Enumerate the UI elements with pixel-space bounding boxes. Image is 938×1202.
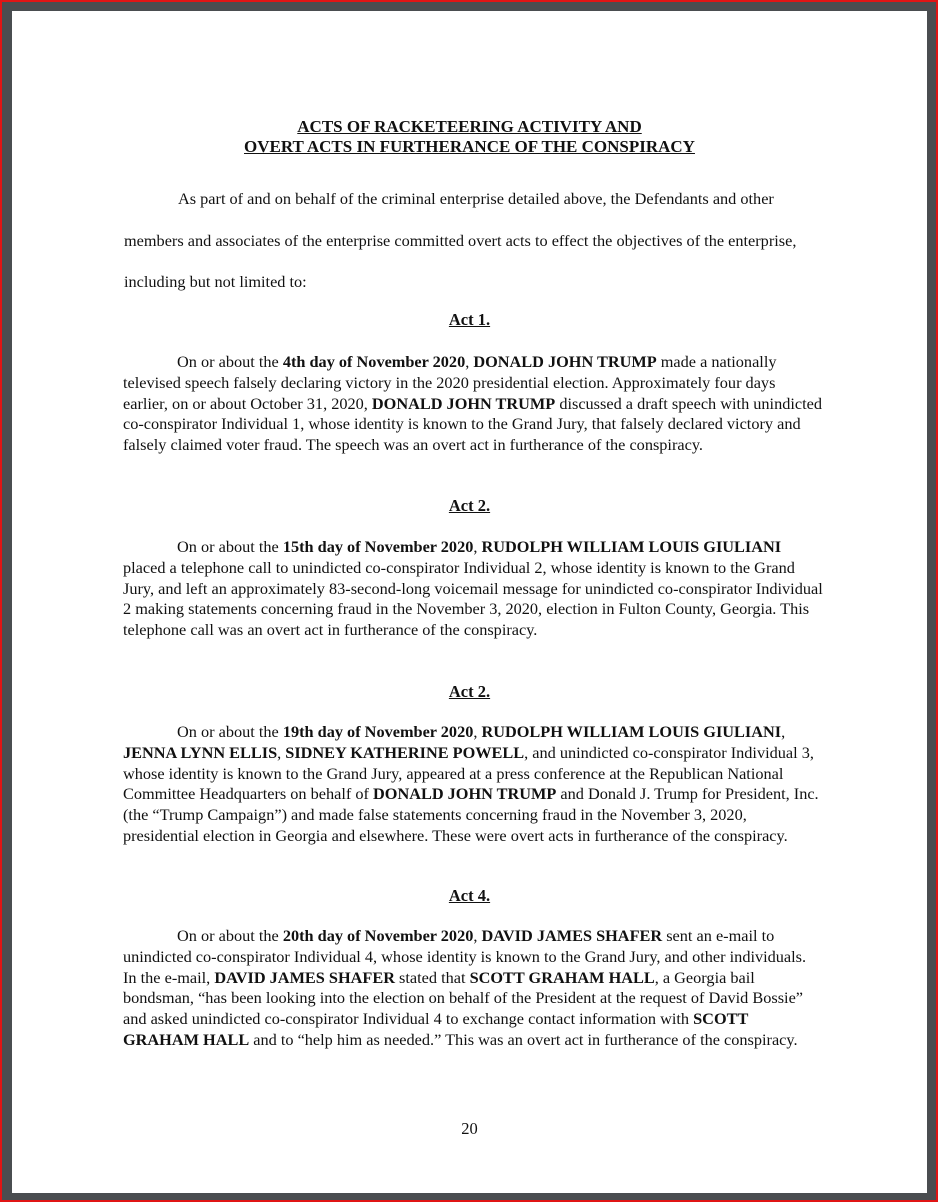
page-number: 20 bbox=[461, 1119, 478, 1138]
bold-text: DAVID JAMES SHAFER bbox=[481, 926, 663, 945]
body-text: discussed a draft speech with unindicted co-conspirator Individual 1, whose identity is known to the Grand Jury, that falsely declared victory and falsely claimed voter fraud. The speech was an overt act in furtherance of the conspiracy. bbox=[123, 393, 823, 455]
act-paragraph bbox=[123, 722, 823, 847]
bold-text: 20th day of November 2020 bbox=[282, 926, 474, 945]
act-paragraph bbox=[123, 352, 823, 456]
body-text: On or about the bbox=[177, 537, 283, 556]
body-text: , a Georgia bail bondsman, “has been looking into the election on behalf of the President at the request of David Bossie” and asked unindicted co-conspirator Individual 4 to exchange contact information with bbox=[123, 967, 804, 1029]
body-text: made a nationally televised speech falsely declaring victory in the 2020 presidential election. Approximately four days earlier, on or about October 31, 2020, bbox=[123, 352, 777, 413]
bold-text: DONALD JOHN TRUMP bbox=[373, 784, 557, 804]
body-text: , bbox=[473, 537, 482, 556]
bold-text: 4th day of November 2020 bbox=[282, 352, 466, 371]
body-text: , bbox=[277, 742, 286, 762]
bold-text: DAVID JAMES SHAFER bbox=[214, 967, 395, 987]
act-heading: Act 2. bbox=[448, 496, 491, 515]
bold-text: SCOTT GRAHAM HALL bbox=[469, 967, 655, 987]
act-heading: Act 4. bbox=[448, 886, 491, 905]
act-paragraph bbox=[123, 537, 823, 641]
document-body bbox=[12, 11, 927, 1193]
body-text: , bbox=[473, 722, 482, 741]
body-text: On or about the bbox=[177, 352, 283, 371]
bold-text: SIDNEY KATHERINE POWELL bbox=[285, 742, 525, 762]
bold-text: DONALD JOHN TRUMP bbox=[473, 352, 657, 371]
intro-paragraph bbox=[124, 178, 824, 303]
body-text: On or about the bbox=[177, 722, 283, 741]
bold-text: SCOTT GRAHAM HALL bbox=[123, 1009, 749, 1049]
section-title-line-1: ACTS OF RACKETEERING ACTIVITY AND bbox=[297, 117, 642, 136]
bold-text: RUDOLPH WILLIAM LOUIS GIULIANI bbox=[481, 722, 782, 741]
body-text: , bbox=[465, 352, 474, 371]
body-text: sent an e-mail to unindicted co-conspirator Individual 4, whose identity is known to the Grand Jury, and other individuals. In the e-mail, bbox=[123, 926, 807, 987]
body-text: stated that bbox=[394, 967, 470, 987]
bold-text: DONALD JOHN TRUMP bbox=[371, 393, 556, 413]
bold-text: RUDOLPH WILLIAM LOUIS GIULIANI bbox=[481, 537, 782, 556]
bold-text: 15th day of November 2020 bbox=[282, 537, 474, 556]
section-title-line-2: OVERT ACTS IN FURTHERANCE OF THE CONSPIRACY bbox=[244, 137, 695, 156]
act-heading: Act 2. bbox=[448, 682, 491, 701]
act-paragraph bbox=[123, 926, 823, 1051]
body-text: On or about the bbox=[177, 926, 283, 945]
act-heading: Act 1. bbox=[448, 310, 491, 329]
bold-text: 19th day of November 2020 bbox=[282, 722, 474, 741]
body-text: and Donald J. Trump for President, Inc. (the “Trump Campaign”) and made false statements concerning fraud in the November 3, 2020, presidential election in Georgia and elsewhere. These were overt acts in furtherance of the conspiracy. bbox=[123, 784, 819, 845]
bold-text: JENNA LYNN ELLIS bbox=[123, 742, 278, 762]
body-text: , bbox=[473, 926, 482, 945]
body-text: placed a telephone call to unindicted co-conspirator Individual 2, whose identity is known to the Grand Jury, and left an approximately 83-second-long voicemail message for unindicted co-conspirator Individual 2 making statements concerning fraud in the November 3, 2020, election in Fulton County, Georgia. This telephone call was an overt act in furtherance of the conspiracy. bbox=[123, 557, 823, 640]
intro-text: As part of and on behalf of the criminal enterprise detailed above, the Defendants and other members and associates of the enterprise committed overt acts to effect the objectives of the enterprise, including but not limited to: bbox=[124, 189, 797, 291]
body-text: , and unindicted co-conspirator Individual 3, whose identity is known to the Grand Jury, appeared at a press conference at the Republican National Committee Headquarters on behalf of bbox=[123, 742, 814, 804]
document-page bbox=[12, 11, 927, 1193]
body-text: and to “help him as needed.” This was an overt act in furtherance of the conspiracy. bbox=[249, 1029, 798, 1049]
body-text: , bbox=[781, 722, 786, 741]
section-title bbox=[12, 117, 927, 157]
